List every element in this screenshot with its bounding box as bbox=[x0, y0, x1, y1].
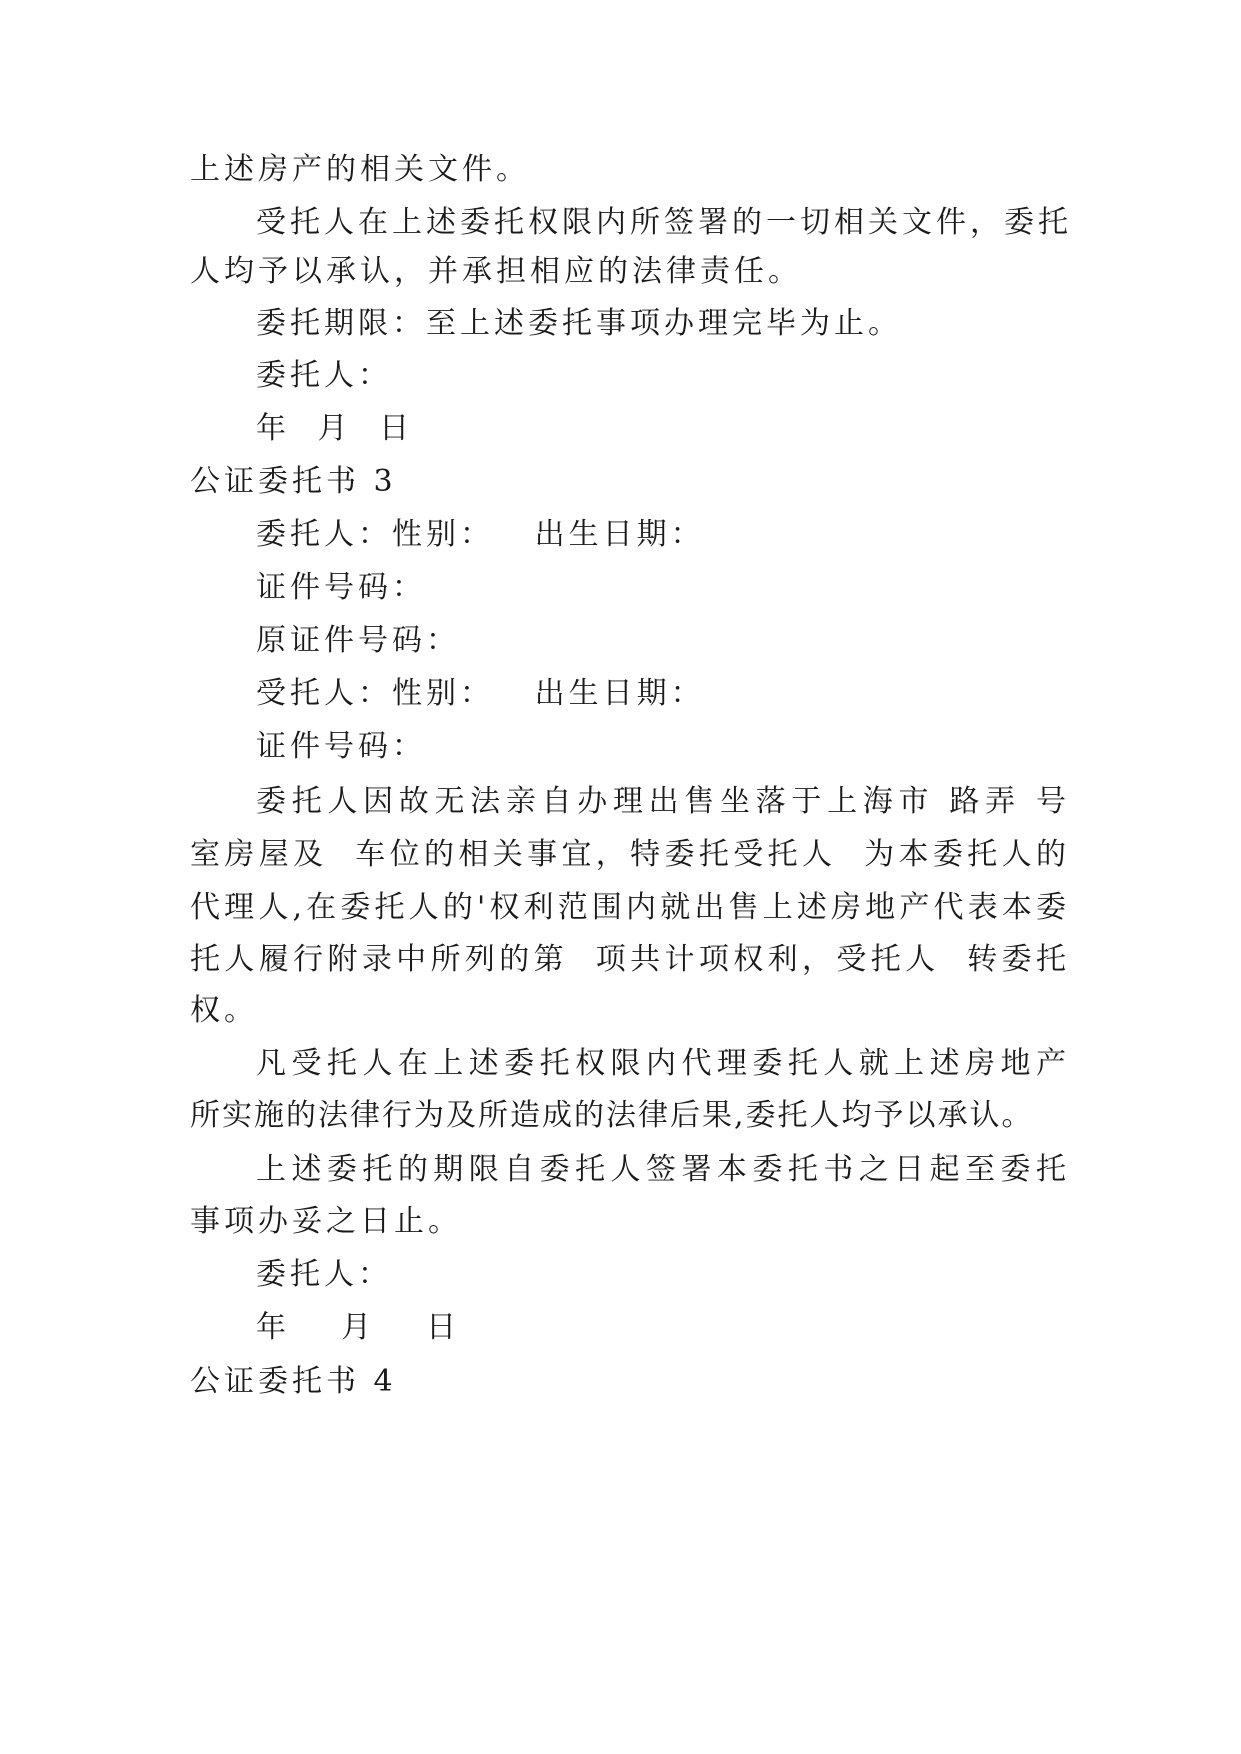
date-line: 年 月 日 bbox=[256, 411, 414, 446]
form-field-line: 证件号码： bbox=[256, 729, 426, 764]
form-field-line: 受托人：性别： 出生日期： bbox=[256, 676, 705, 711]
paragraph-line: 权。 bbox=[190, 993, 258, 1028]
signature-label: 委托人： bbox=[256, 1257, 392, 1292]
form-field-line: 原证件号码： bbox=[256, 623, 460, 658]
paragraph-line: 室房屋及 车位的相关事宜，特委托受托人 为本委托人的 bbox=[190, 837, 1070, 872]
paragraph-line: 所实施的法律行为及所造成的法律后果,委托人均予以承认。 bbox=[190, 1098, 1034, 1133]
section-heading: 公证委托书 4 bbox=[190, 1364, 397, 1399]
paragraph-line: 受托人在上述委托权限内所签署的一切相关文件，委托 bbox=[256, 205, 1072, 240]
form-field-line: 委托人：性别： 出生日期： bbox=[256, 517, 705, 552]
paragraph-line: 事项办妥之日止。 bbox=[190, 1204, 462, 1239]
paragraph-line: 代理人,在委托人的'权利范围内就出售上述房地产代表本委 bbox=[190, 890, 1070, 925]
signature-label: 委托人： bbox=[256, 358, 392, 393]
paragraph-line: 凡受托人在上述委托权限内代理委托人就上述房地产 bbox=[256, 1046, 1070, 1081]
paragraph-line: 委托人因故无法亲自办理出售坐落于上海市 路弄 号 bbox=[256, 784, 1070, 819]
date-line: 年 月 日 bbox=[256, 1310, 461, 1345]
text-line: 上述房产的相关文件。 bbox=[190, 152, 530, 187]
form-field-line: 证件号码： bbox=[256, 570, 426, 605]
section-heading: 公证委托书 3 bbox=[190, 464, 397, 499]
text-line: 人均予以承认，并承担相应的法律责任。 bbox=[190, 254, 802, 289]
text-line: 委托期限：至上述委托事项办理完毕为止。 bbox=[256, 306, 902, 341]
paragraph-line: 上述委托的期限自委托人签署本委托书之日起至委托 bbox=[256, 1152, 1070, 1187]
paragraph-line: 托人履行附录中所列的第 项共计项权利，受托人 转委托 bbox=[190, 942, 1070, 977]
